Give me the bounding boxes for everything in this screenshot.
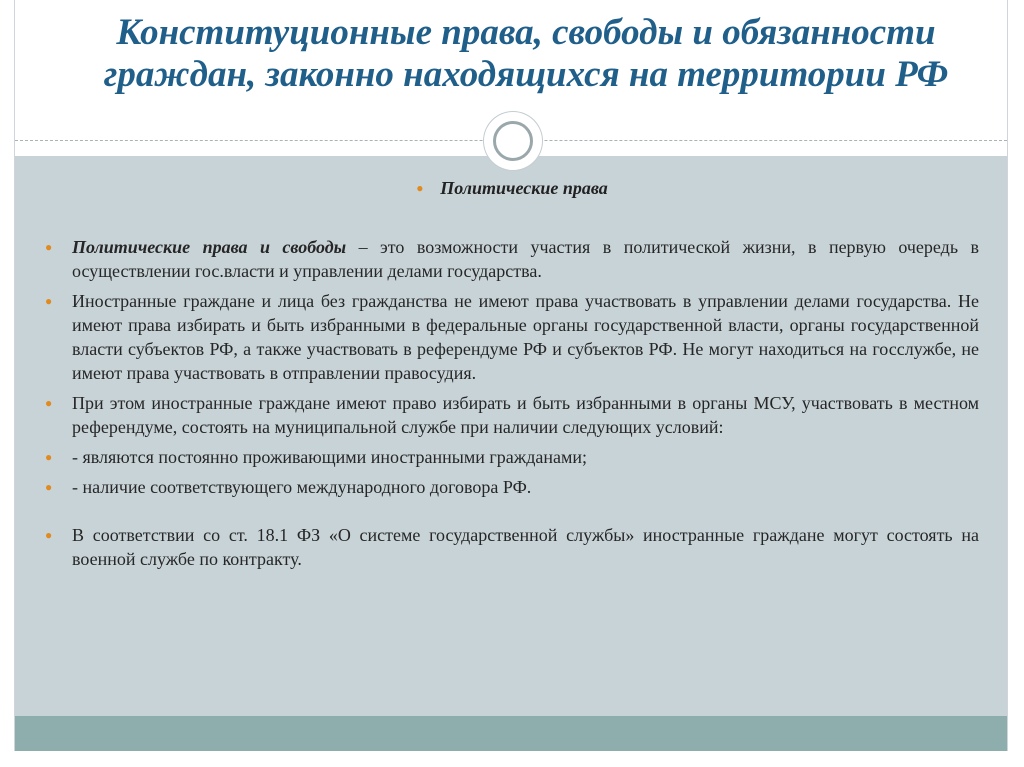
bullet-dot-icon: ● [416,181,424,195]
paragraph-text: – это возможности участия в политической жизни, в первую очередь в осуществлении гос.власти и управлении делами государства. [72,237,979,281]
paragraph-text: При этом иностранные граждане имеют право избирать и быть избранными в органы МСУ, участвовать в местном референдуме, состоять на муниципальной службе при наличии следующих условий: [72,393,979,437]
term-highlight: Политические права и свободы [72,237,347,257]
slide-title: Конституционные права, свободы и обязанности граждан, законно находящихся на территории РФ [103,12,949,95]
subheading [0,178,1024,199]
list-item [45,475,979,499]
bullet-dot-icon: ● [45,528,53,542]
bullet-dot-icon: ● [45,294,53,308]
bullet-dot-icon: ● [45,480,53,494]
circle-ornament-icon [484,112,542,170]
list-item [45,445,979,469]
list-item [45,289,979,385]
bullet-dot-icon: ● [45,240,53,254]
footer-band [15,716,1007,751]
bullet-dot-icon: ● [45,450,53,464]
bullet-dot-icon: ● [45,396,53,410]
paragraph-text: Иностранные граждане и лица без гражданства не имеют права участвовать в управлении делами государства. Не имеют права избирать и быть избранными в федеральные органы государственной власти, органы государственной власти субъектов РФ, а также участвовать в референдуме РФ и субъектов РФ. Не могут находиться на госслужбе, не имеют права участвовать в отправлении правосудия. [72,291,979,383]
paragraph-text: - наличие соответствующего международного договора РФ. [72,477,532,497]
body-list [45,235,979,577]
circle-ornament-ring [493,121,533,161]
paragraph-text: - являются постоянно проживающими иностранными гражданами; [72,447,587,467]
paragraph-text: В соответствии со ст. 18.1 ФЗ «О системе государственной службы» иностранные граждане могут состоять на военной службе по контракту. [72,525,979,569]
list-item [45,235,979,283]
subheading-text: Политические права [440,178,608,198]
list-item [45,391,979,439]
list-item [45,523,979,571]
